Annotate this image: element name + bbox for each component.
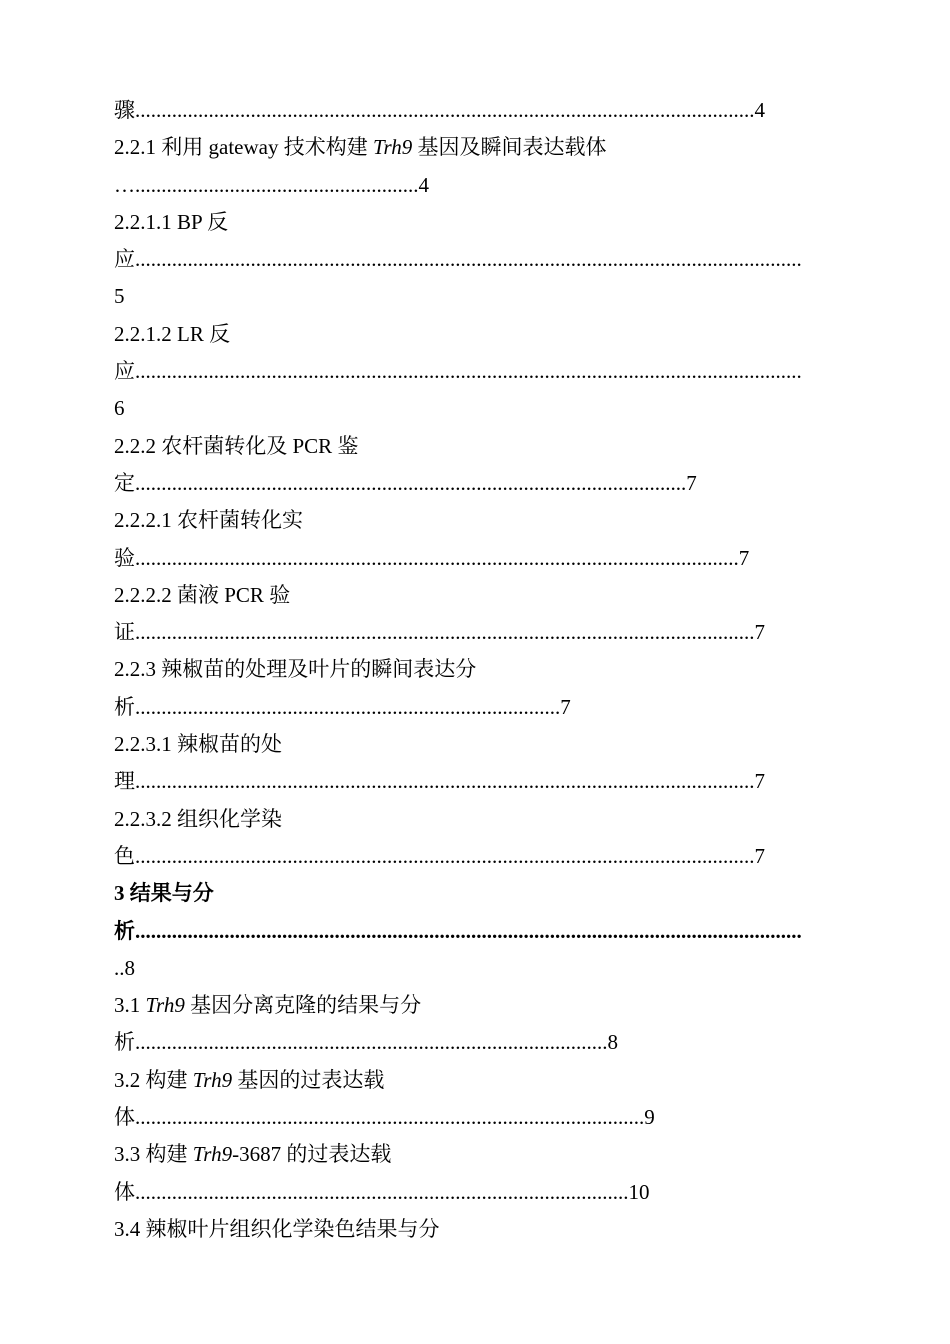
toc-text: 3.4 辣椒叶片组织化学染色结果与分 (114, 1216, 440, 1241)
toc-text: 2.2.3.2 组织化学染 (114, 806, 282, 831)
toc-line (114, 689, 874, 726)
toc-line (114, 278, 874, 315)
toc-text: 2.2.1.2 LR 反 (114, 321, 231, 346)
toc-line (114, 241, 874, 278)
toc-text: 证......................................................................................................................7 (114, 620, 765, 645)
gene-name: Trh9 (192, 1142, 233, 1167)
toc-line (114, 428, 874, 465)
toc-line (114, 1099, 874, 1136)
toc-text: …......................................................4 (114, 172, 429, 197)
toc-text: 2.2.2.2 菌液 PCR 验 (114, 582, 291, 607)
toc-text: 3.1 (114, 993, 146, 1018)
toc-text: 定.........................................................................................................7 (114, 470, 697, 495)
toc-line (114, 838, 874, 875)
toc-line (114, 92, 874, 129)
toc-text: 3.3 构建 (114, 1142, 193, 1167)
toc-text: 析............................................................................................................................... (114, 918, 802, 943)
toc-chapter-heading (114, 913, 874, 950)
toc-line (114, 1174, 874, 1211)
gene-name: Trh9 (192, 1067, 233, 1092)
toc-line (114, 987, 874, 1024)
toc-text: 2.2.2 农杆菌转化及 PCR 鉴 (114, 433, 359, 458)
toc-line (114, 204, 874, 241)
toc-chapter-heading (114, 875, 874, 912)
toc-text: 2.2.1 利用 gateway 技术构建 (114, 135, 373, 160)
toc-page-number: 6 (114, 396, 125, 421)
toc-text: 验...................................................................................................................7 (114, 545, 750, 570)
toc-line (114, 577, 874, 614)
toc-text: 基因的过表达载 (232, 1067, 385, 1092)
toc-text: 3.2 构建 (114, 1067, 193, 1092)
toc-text: 3 结果与分 (114, 881, 214, 906)
gene-name: Trh9 (145, 993, 185, 1018)
toc-text: 应............................................................................................................................... (114, 247, 802, 272)
toc-line (114, 502, 874, 539)
toc-text: 应............................................................................................................................... (114, 359, 802, 384)
toc-line (114, 726, 874, 763)
toc-line (114, 1211, 874, 1248)
toc-text: -3687 的过表达载 (232, 1142, 392, 1167)
gene-name: Trh9 (372, 135, 413, 160)
toc-line (114, 950, 874, 987)
toc-text: 骤......................................................................................................................4 (114, 98, 765, 122)
toc-text: 2.2.3 辣椒苗的处理及叶片的瞬间表达分 (114, 657, 477, 682)
toc-text: 基因分离克隆的结果与分 (184, 993, 422, 1018)
toc-page-number: 5 (114, 284, 125, 309)
toc-line (114, 129, 874, 166)
toc-line (114, 353, 874, 390)
toc-line (114, 1062, 874, 1099)
toc-text: 色......................................................................................................................7 (114, 843, 765, 868)
toc-line (114, 167, 874, 204)
toc-line (114, 614, 874, 651)
toc-text: 理......................................................................................................................7 (114, 769, 765, 794)
toc-line (114, 801, 874, 838)
toc-line (114, 316, 874, 353)
toc-text: 2.2.2.1 农杆菌转化实 (114, 508, 303, 533)
toc-line (114, 390, 874, 427)
toc-line (114, 763, 874, 800)
toc-line (114, 1024, 874, 1061)
toc-text: 析..........................................................................................8 (114, 1030, 618, 1055)
toc-text: 析.................................................................................7 (114, 694, 571, 719)
toc-line (114, 1136, 874, 1173)
table-of-contents (114, 92, 874, 1248)
toc-line (114, 465, 874, 502)
toc-line (114, 651, 874, 688)
toc-page-number: ..8 (114, 955, 135, 980)
toc-text: 2.2.3.1 辣椒苗的处 (114, 732, 282, 757)
toc-text: 体..............................................................................................10 (114, 1179, 650, 1204)
toc-text: 基因及瞬间表达载体 (412, 135, 607, 160)
toc-text: 2.2.1.1 BP 反 (114, 209, 229, 234)
toc-text: 体.................................................................................................9 (114, 1105, 655, 1130)
toc-line (114, 540, 874, 577)
